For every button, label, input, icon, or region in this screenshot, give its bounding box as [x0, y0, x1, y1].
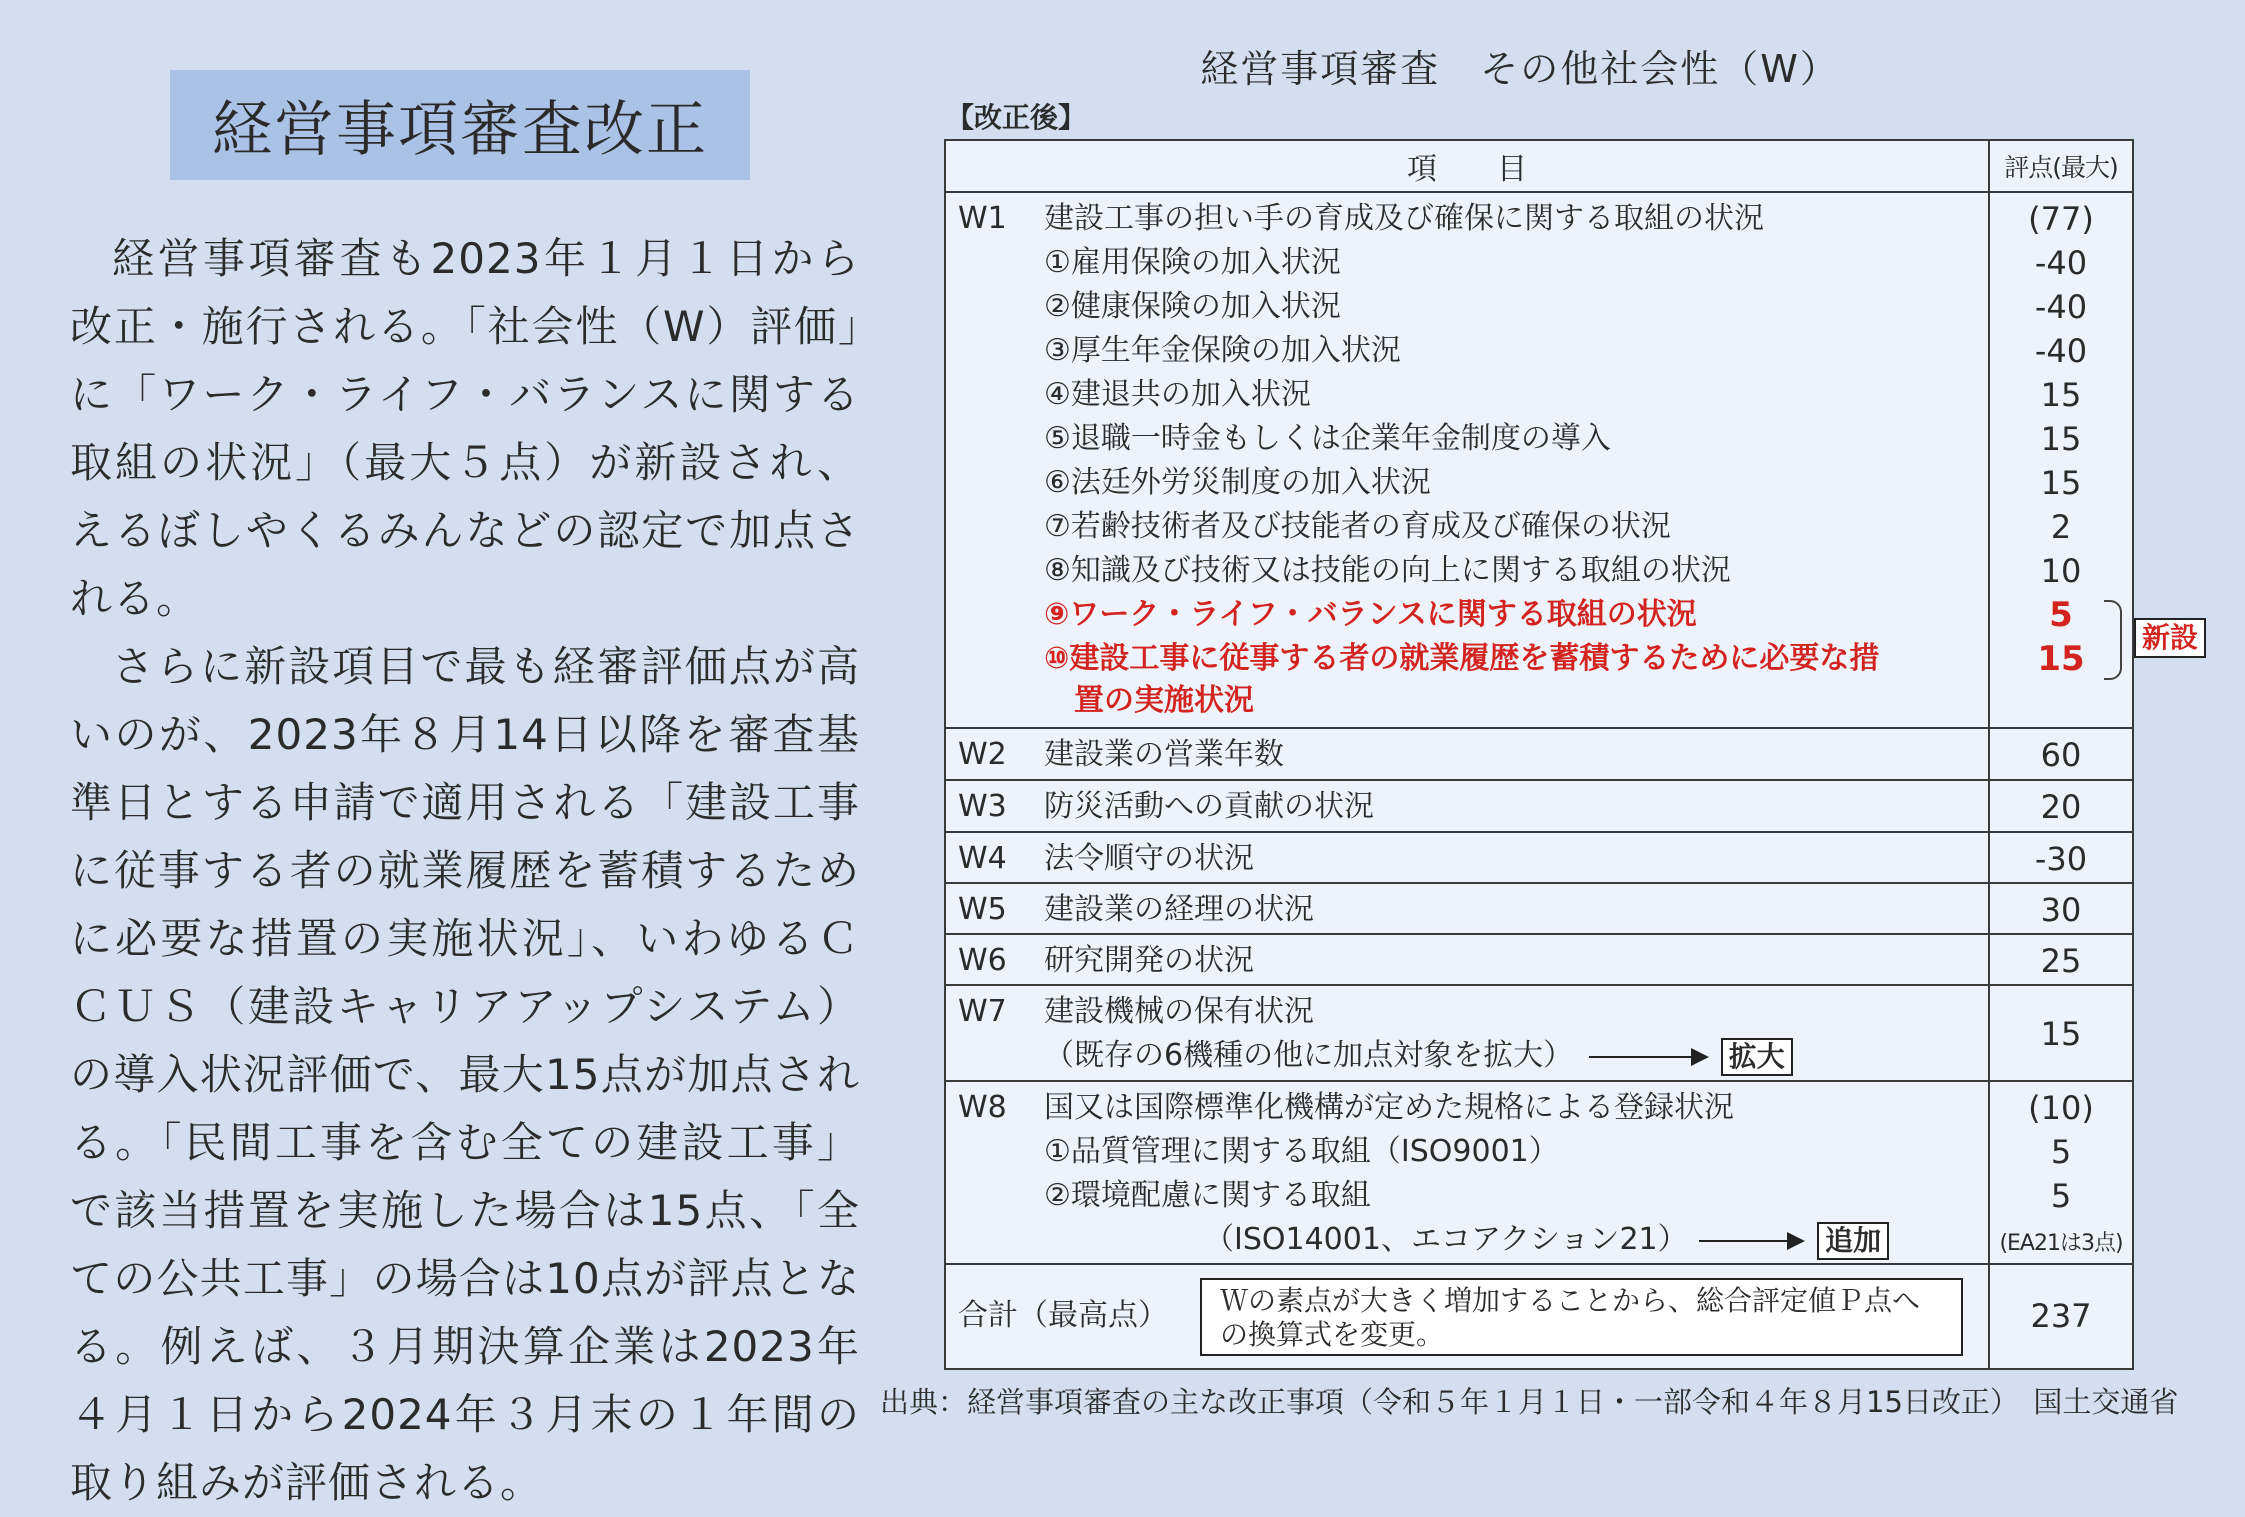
article-title: 経営事項審査改正: [170, 70, 750, 180]
w1-new-10-line2: 置の実施状況: [1074, 683, 1254, 718]
w3-text: 防災活動への貢献の状況: [1044, 789, 1374, 824]
w1-new-10-score: 15: [2037, 639, 2085, 679]
w1-sub-2-score: -40: [2034, 288, 2088, 326]
table-row-w7: [946, 986, 2132, 1082]
after-revision-label: 【改正後】: [946, 101, 1087, 134]
w5-code: W5: [958, 892, 1007, 927]
w7-text: 建設機械の保有状況: [1044, 994, 1314, 1029]
w1-sub-5-score: 15: [2040, 420, 2082, 458]
w1-text: 建設工事の担い手の育成及び確保に関する取組の状況: [1044, 201, 1764, 236]
w8-sub-2: ②環境配慮に関する取組: [1044, 1178, 1371, 1213]
w1-sub-3: ③厚生年金保険の加入状況: [1044, 333, 1401, 368]
w2-code: W2: [958, 737, 1007, 772]
table-title: 経営事項審査 その他社会性（W）: [1200, 47, 1840, 91]
article-paragraph-1: 経営事項審査も2023年１月１日から改正・施行される。「社会性（W）評価」に「ワーク・ライフ・バランスに関する取組の状況」（最大５点）が新設され、えるぼしやくるみんなどの認定で加点される。: [70, 234, 860, 623]
w4-score: -30: [2034, 840, 2088, 878]
w8-sub-2-score: 5: [2050, 1177, 2072, 1215]
w6-score: 25: [2040, 942, 2082, 980]
header-score: 評点(最大): [2004, 153, 2118, 182]
total-label: 合計（最高点）: [958, 1298, 1168, 1333]
w1-new-10-line1: ⑩建設工事に従事する者の就業履歴を蓄積するために必要な措: [1044, 641, 1880, 676]
w7-code: W7: [958, 994, 1007, 1029]
w5-score: 30: [2040, 891, 2082, 929]
article-body: [70, 225, 860, 1517]
w1-sub-4-score: 15: [2040, 376, 2082, 414]
w8-text: 国又は国際標準化機構が定めた規格による登録状況: [1044, 1090, 1734, 1125]
w1-new-9: ⑨ワーク・ライフ・バランスに関する取組の状況: [1044, 597, 1697, 632]
table-row-w5: [946, 884, 2132, 935]
table-row-w2: [946, 729, 2132, 781]
w1-score: (77): [2028, 200, 2094, 238]
new-items-tag: 新設: [2134, 618, 2206, 658]
w7-score: 15: [2040, 1015, 2082, 1053]
w7-sub: （既存の6機種の他に加点対象を拡大）: [1044, 1038, 1574, 1073]
header-item: 項目: [1407, 152, 1587, 187]
w1-sub-1-score: -40: [2034, 244, 2088, 282]
w3-code: W3: [958, 789, 1007, 824]
w-score-table: [944, 139, 2134, 1370]
w8-sub-1: ①品質管理に関する取組（ISO9001）: [1044, 1134, 1559, 1169]
w1-sub-2: ②健康保険の加入状況: [1044, 289, 1341, 324]
w6-code: W6: [958, 943, 1007, 978]
table-header-row: [946, 141, 2132, 193]
w1-sub-6: ⑥法廷外労災制度の加入状況: [1044, 465, 1431, 500]
add-tag: 追加: [1817, 1222, 1889, 1260]
w4-code: W4: [958, 841, 1007, 876]
table-row-w3: [946, 781, 2132, 833]
w1-sub-1: ①雇用保険の加入状況: [1044, 245, 1341, 280]
w5-text: 建設業の経理の状況: [1044, 892, 1314, 927]
w3-score: 20: [2040, 788, 2082, 826]
w1-code: W1: [958, 201, 1007, 236]
w8-code: W8: [958, 1090, 1007, 1125]
w1-sub-5: ⑤退職一時金もしくは企業年金制度の導入: [1044, 421, 1611, 456]
w1-sub-8: ⑧知識及び技術又は技能の向上に関する取組の状況: [1044, 553, 1731, 588]
w8-sub-3: （ISO14001、エコアクション21）: [1204, 1222, 1688, 1257]
table-row-w4: [946, 833, 2132, 884]
arrow-right-icon: [1589, 1056, 1707, 1058]
w1-sub-3-score: -40: [2034, 332, 2088, 370]
expand-tag: 拡大: [1721, 1038, 1793, 1076]
arrow-right-icon: [1699, 1240, 1803, 1242]
w1-sub-6-score: 15: [2040, 464, 2082, 502]
article-paragraph-2: さらに新設項目で最も経審評価点が高いのが、2023年８月14日以降を審査基準日とする申請で適用される「建設工事に従事する者の就業履歴を蓄積するために必要な措置の実施状況」、いわゆるＣＣＵＳ（建設キャリアアップシステム）の導入状況評価で、最大15点が加点される。「民間工事を含む全ての建設工事」で該当措置を実施した場合は15点、「全ての公共工事」の場合は10点が評点となる。例えば、３月期決算企業は2023年４月１日から2024年３月末の１年間の取り組みが評価される。: [70, 642, 860, 1507]
w4-text: 法令順守の状況: [1044, 841, 1254, 876]
source-citation: 出典：経営事項審査の主な改正事項（令和５年１月１日・一部令和４年８月15日改正） 国土交通省: [880, 1385, 2179, 1419]
w2-text: 建設業の営業年数: [1044, 737, 1284, 772]
w8-score: (10): [2028, 1089, 2094, 1127]
w1-new-9-score: 5: [2049, 595, 2073, 635]
w1-sub-8-score: 10: [2040, 552, 2082, 590]
w2-score: 60: [2040, 736, 2082, 774]
w1-sub-7-score: 2: [2050, 508, 2072, 546]
w1-sub-4: ④建退共の加入状況: [1044, 377, 1311, 412]
w8-sub-1-score: 5: [2050, 1133, 2072, 1171]
total-note: Ｗの素点が大きく増加することから、総合評定値Ｐ点への換算式を変更。: [1200, 1278, 1963, 1356]
new-items-brace: [2104, 600, 2122, 680]
table-row-w6: [946, 935, 2132, 986]
w1-sub-7: ⑦若齢技術者及び技能者の育成及び確保の状況: [1044, 509, 1671, 544]
w6-text: 研究開発の状況: [1044, 943, 1254, 978]
w8-sub-3-note: (EA21は3点): [1999, 1231, 2123, 1256]
table-row-w8: [946, 1082, 2132, 1265]
total-score: 237: [2030, 1297, 2092, 1335]
table-row-total: [946, 1265, 2132, 1368]
table-row-w1: [946, 193, 2132, 729]
